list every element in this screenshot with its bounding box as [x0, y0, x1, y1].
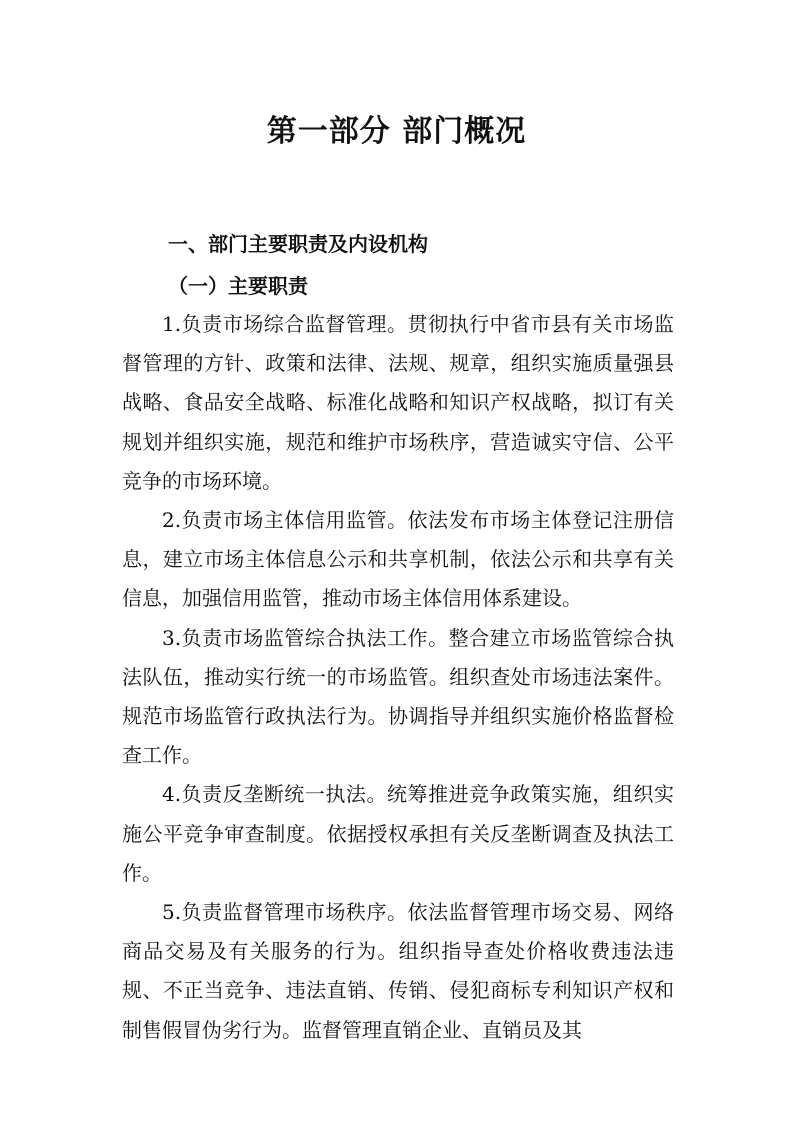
duty-paragraph-4: 4.负责反垄断统一执法。统筹推进竞争政策实施，组织实施公平竞争审查制度。依据授权承担有关反垄断调查及执法工作。: [122, 782, 674, 885]
page-title: 第一部分 部门概况: [266, 114, 527, 149]
duty-paragraph-1: 1.负责市场综合监督管理。贯彻执行中省市县有关市场监督管理的方针、政策和法律、法规、规章，组织实施质量强县战略、食品安全战略、标准化战略和知识产权战略，拟订有关规划并组织实施，规范和维护市场秩序，营造诚实守信、公平竞争的市场环境。: [122, 312, 674, 493]
duty-paragraph-2: 2.负责市场主体信用监管。依法发布市场主体登记注册信息，建立市场主体信息公示和共享机制，依法公示和共享有关信息，加强信用监管，推动市场主体信用体系建设。: [122, 508, 674, 611]
section-heading: 一、部门主要职责及内设机构: [168, 232, 428, 256]
body-text: [122, 305, 674, 1050]
subheading-main-duties: （一）主要职责: [168, 274, 308, 298]
duty-paragraph-5: 5.负责监督管理市场秩序。依法监督管理市场交易、网络商品交易及有关服务的行为。组织指导查处价格收费违法违规、不正当竞争、违法直销、传销、侵犯商标专利知识产权和制售假冒伪劣行为。监督管理直销企业、直销员及其: [122, 900, 674, 1042]
duty-paragraph-3: 3.负责市场监管综合执法工作。整合建立市场监管综合执法队伍，推动实行统一的市场监管。组织查处市场违法案件。规范市场监管行政执法行为。协调指导并组织实施价格监督检查工作。: [122, 625, 674, 768]
